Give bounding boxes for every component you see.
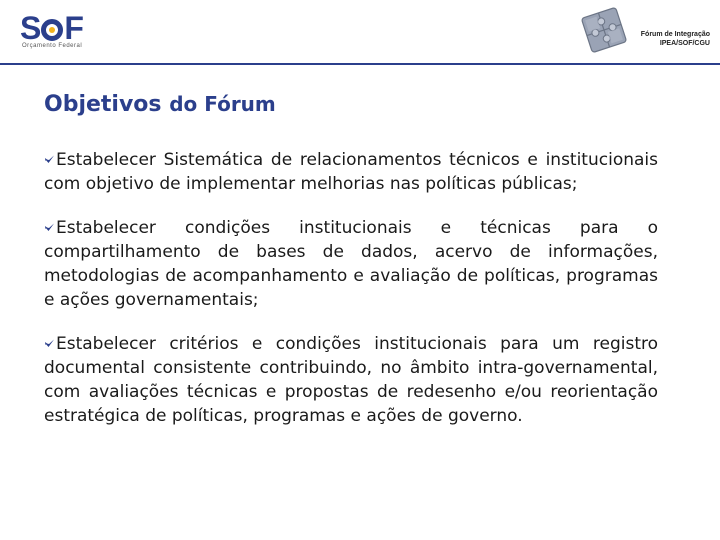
checkmark-diamond-icon bbox=[44, 154, 55, 165]
sof-logo bbox=[20, 12, 96, 52]
list-item bbox=[44, 332, 658, 428]
bullet-text: Estabelecer Sistemática de relacionamentos técnicos e institucionais com objetivo de implementar melhorias nas políticas públicas; bbox=[44, 150, 658, 194]
bullet-text: Estabelecer critérios e condições institucionais para um registro documental consistente contribuindo, no âmbito intra-governamental, com avaliações técnicas e propostas de redesenho e/ou reorientação estratégica de políticas, programas e ações de governo. bbox=[44, 334, 658, 426]
forum-caption-line1: Fórum de Integração bbox=[640, 31, 710, 38]
forum-caption-line2: IPEA/SOF/CGU bbox=[659, 40, 710, 47]
checkmark-diamond-icon bbox=[44, 338, 55, 349]
logo-circle-icon bbox=[41, 19, 63, 41]
objectives-list bbox=[44, 148, 658, 448]
sof-logo-subtitle: Orçamento Federal bbox=[22, 43, 83, 49]
slide-title-part1: Objetivos bbox=[44, 92, 162, 117]
bullet-text: Estabelecer condições institucionais e técnicas para o compartilhamento de bases de dados, acervo de informações, metodologias de acompanhamento e avaliação de políticas, programas e ações governamentais; bbox=[44, 218, 658, 310]
logo-letter-f: F bbox=[64, 10, 83, 46]
slide-header bbox=[0, 0, 720, 64]
list-item bbox=[44, 216, 658, 312]
header-divider bbox=[0, 63, 720, 65]
slide-title-part2: do Fórum bbox=[169, 92, 276, 116]
slide-title bbox=[44, 90, 276, 119]
checkmark-diamond-icon bbox=[44, 222, 55, 233]
list-item bbox=[44, 148, 658, 196]
forum-caption bbox=[620, 30, 710, 48]
logo-letter-s: S bbox=[20, 10, 41, 46]
sof-logo-wordmark bbox=[20, 12, 83, 44]
